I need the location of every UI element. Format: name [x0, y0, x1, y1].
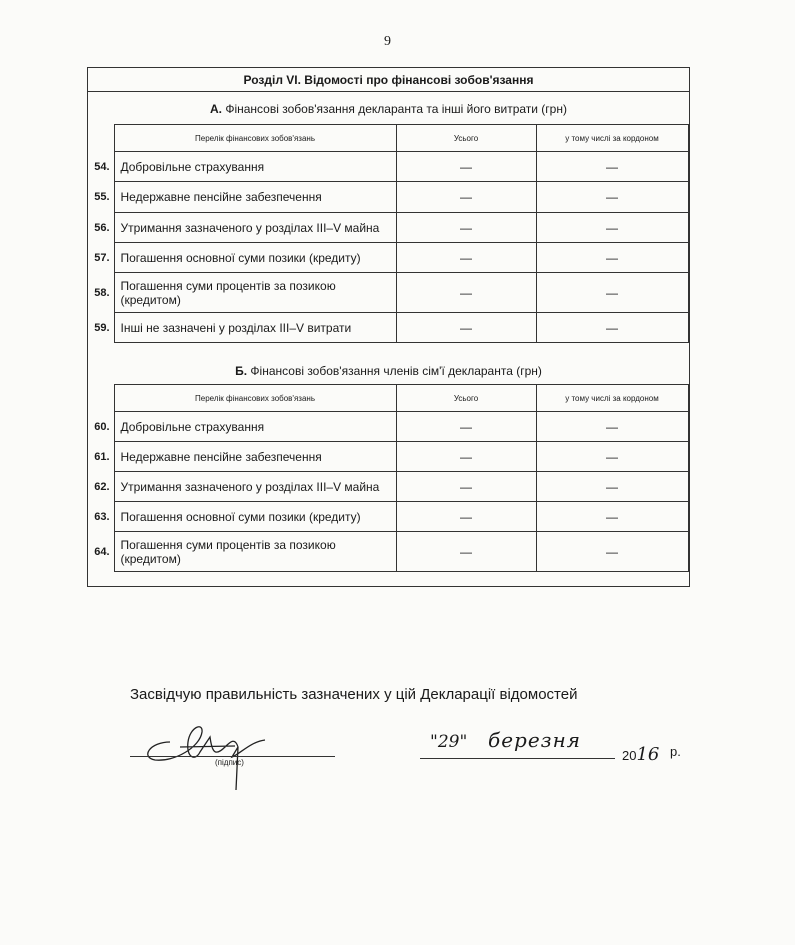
signature-line — [130, 756, 335, 757]
part-a-heading — [88, 102, 689, 116]
table-row — [88, 442, 688, 472]
row-abroad: — — [536, 152, 688, 182]
row-number: 57. — [94, 251, 110, 264]
row-total: — — [396, 532, 536, 572]
row-label: Недержавне пенсійне забезпечення — [114, 182, 396, 213]
row-total: — — [396, 152, 536, 182]
row-number: 58. — [94, 286, 110, 299]
row-label: Інші не зазначені у розділах III–V витрати — [114, 313, 396, 343]
table-header-row — [88, 385, 688, 412]
page-number: 9 — [384, 34, 391, 49]
table-row — [88, 472, 688, 502]
row-abroad: — — [536, 313, 688, 343]
row-abroad: — — [536, 532, 688, 572]
year-suffix: 16 — [636, 744, 660, 765]
part-a-letter: А. — [210, 102, 222, 116]
table-row — [88, 412, 688, 442]
row-abroad: — — [536, 243, 688, 273]
date-line — [420, 758, 615, 759]
date-year — [622, 744, 659, 765]
header-total: Усього — [396, 125, 536, 152]
table-row — [88, 532, 688, 572]
row-label: Недержавне пенсійне забезпечення — [114, 442, 396, 472]
header-abroad: у тому числі за кордоном — [536, 385, 688, 412]
header-abroad: у тому числі за кордоном — [536, 125, 688, 152]
part-b-title: Фінансові зобов'язання членів сім'ї декларанта (грн) — [247, 364, 542, 378]
row-number: 63. — [94, 510, 110, 523]
row-label: Погашення суми процентів за позикою (кредитом) — [114, 532, 396, 572]
section-frame — [87, 67, 690, 587]
header-total: Усього — [396, 385, 536, 412]
row-abroad: — — [536, 502, 688, 532]
date-day: "29" — [430, 732, 468, 752]
part-a-title: Фінансові зобов'язання декларанта та інші його витрати (грн) — [222, 102, 567, 116]
row-total: — — [396, 243, 536, 273]
row-abroad: — — [536, 412, 688, 442]
table-row — [88, 152, 688, 182]
row-abroad: — — [536, 273, 688, 313]
row-label: Погашення основної суми позики (кредиту) — [114, 502, 396, 532]
table-row — [88, 502, 688, 532]
certification-text: Засвідчую правильність зазначених у цій Декларації відомостей — [130, 686, 578, 703]
row-label: Утримання зазначеного у розділах III–V майна — [114, 213, 396, 243]
signature — [140, 712, 290, 792]
row-label: Добровільне страхування — [114, 152, 396, 182]
row-abroad: — — [536, 472, 688, 502]
header-list: Перелік фінансових зобов'язань — [114, 385, 396, 412]
row-abroad: — — [536, 182, 688, 213]
table-row — [88, 273, 688, 313]
row-number: 61. — [94, 450, 110, 463]
row-total: — — [396, 313, 536, 343]
row-total: — — [396, 273, 536, 313]
row-number: 64. — [94, 545, 110, 558]
section-title: Розділ VI. Відомості про фінансові зобов'язання — [88, 68, 689, 92]
table-row — [88, 213, 688, 243]
row-total: — — [396, 182, 536, 213]
row-number: 56. — [94, 221, 110, 234]
row-abroad: — — [536, 442, 688, 472]
part-b-heading — [88, 364, 689, 378]
part-a-table — [88, 124, 689, 343]
table-row — [88, 182, 688, 213]
row-total: — — [396, 412, 536, 442]
part-b-letter: Б. — [235, 364, 248, 378]
row-label: Утримання зазначеного у розділах III–V майна — [114, 472, 396, 502]
row-total: — — [396, 213, 536, 243]
row-number: 62. — [94, 480, 110, 493]
table-row — [88, 243, 688, 273]
signature-caption: (підпис) — [215, 758, 244, 767]
row-number: 55. — [94, 191, 110, 203]
row-total: — — [396, 442, 536, 472]
row-number: 60. — [94, 420, 110, 433]
year-prefix: 20 — [622, 748, 637, 763]
date-suffix: р. — [670, 744, 681, 759]
part-b-table — [88, 384, 689, 572]
row-label: Погашення суми процентів за позикою (кредитом) — [114, 273, 396, 313]
row-number: 59. — [94, 321, 110, 334]
row-label: Добровільне страхування — [114, 412, 396, 442]
row-number: 54. — [94, 160, 110, 173]
header-list: Перелік фінансових зобов'язань — [114, 125, 396, 152]
date-month: березня — [488, 728, 582, 752]
table-row — [88, 313, 688, 343]
table-header-row — [88, 125, 688, 152]
row-total: — — [396, 502, 536, 532]
row-label: Погашення основної суми позики (кредиту) — [114, 243, 396, 273]
row-abroad: — — [536, 213, 688, 243]
row-total: — — [396, 472, 536, 502]
